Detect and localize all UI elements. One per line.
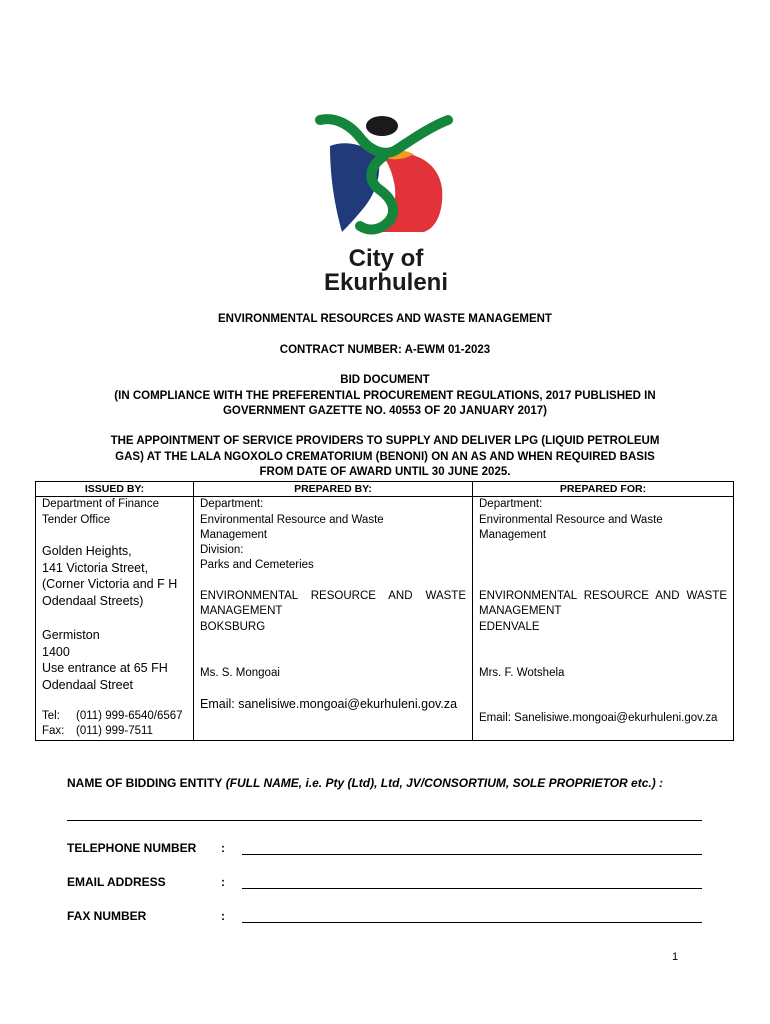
issued-by-heading: ISSUED BY: — [36, 482, 193, 497]
prepared-by-location: BOKSBURG — [200, 621, 266, 633]
prepared-by-division: Parks and Cemeteries — [200, 559, 314, 571]
email-label: EMAIL ADDRESS — [67, 875, 166, 889]
issued-fax: (011) 999-7511 — [76, 725, 153, 737]
bidding-entity-input-line[interactable] — [67, 820, 702, 821]
prepared-by-dept-2: Management — [200, 529, 268, 541]
prepared-for-contact: Mrs. F. Wotshela — [479, 667, 565, 679]
issued-address-1: Golden Heights, — [42, 544, 132, 558]
prepared-for-location: EDENVALE — [479, 621, 540, 633]
bidding-entity-hint: (FULL NAME, i.e. Pty (Ltd), Ltd, JV/CONSORTIUM, SOLE PROPRIETOR etc.) : — [225, 776, 664, 790]
contract-number: CONTRACT NUMBER: A-EWM 01-2023 — [279, 344, 491, 356]
issued-by-column — [36, 482, 193, 740]
prepared-for-email[interactable]: Email: Sanelisiwe.mongoai@ekurhuleni.gov.za — [479, 712, 718, 724]
bid-title: BID DOCUMENT — [340, 374, 430, 386]
compliance-line-2: GOVERNMENT GAZETTE NO. 40553 OF 20 JANUARY 2017) — [222, 405, 547, 417]
prepared-by-column — [193, 482, 472, 740]
issued-dept-2: Tender Office — [42, 514, 111, 526]
appointment-line-2: GAS) AT THE LALA NGOXOLO CREMATORIUM (BENONI) ON AN AS AND WHEN REQUIRED BASIS — [115, 451, 655, 463]
page-number: 1 — [672, 951, 679, 963]
telephone-colon: : — [221, 841, 225, 855]
email-input-line[interactable] — [242, 888, 702, 889]
appointment-line-3: FROM DATE OF AWARD UNTIL 30 JUNE 2025. — [259, 466, 511, 478]
issued-entrance-2: Odendaal Street — [42, 678, 134, 692]
compliance-line-1: (IN COMPLIANCE WITH THE PREFERENTIAL PROCUREMENT REGULATIONS, 2017 PUBLISHED IN — [114, 390, 656, 402]
logo-line1: City of — [348, 245, 424, 272]
prepared-for-column — [472, 482, 733, 740]
issued-address-4: Odendaal Streets) — [42, 594, 144, 608]
prepared-for-heading: PREPARED FOR: — [473, 482, 733, 497]
email-colon: : — [221, 875, 225, 889]
issued-entrance-1: Use entrance at 65 FH — [42, 661, 168, 675]
contact-table — [35, 481, 734, 741]
city-of-ekurhuleni-logo — [296, 90, 476, 295]
fax-input-line[interactable] — [242, 922, 702, 923]
prepared-by-dept-label: Department: — [200, 498, 264, 510]
prepared-for-dept-1: Environmental Resource and Waste — [479, 514, 663, 526]
prepared-by-unit-2: MANAGEMENT — [200, 605, 283, 617]
issued-fax-label: Fax: — [42, 725, 65, 737]
telephone-input-line[interactable] — [242, 854, 702, 855]
issued-tel-label: Tel: — [42, 710, 60, 722]
prepared-by-contact: Ms. S. Mongoai — [200, 667, 280, 679]
bidding-entity-label: NAME OF BIDDING ENTITY — [67, 776, 223, 790]
fax-label: FAX NUMBER — [67, 909, 147, 923]
issued-city: Germiston — [42, 628, 100, 642]
issued-address-3: (Corner Victoria and F H — [42, 577, 178, 591]
prepared-by-division-label: Division: — [200, 544, 244, 556]
prepared-for-unit-1: ENVIRONMENTAL RESOURCE AND WASTE — [479, 590, 727, 602]
telephone-label: TELEPHONE NUMBER — [67, 841, 197, 855]
department-heading: ENVIRONMENTAL RESOURCES AND WASTE MANAGEMENT — [218, 313, 552, 325]
issued-postal-code: 1400 — [42, 645, 70, 659]
fax-colon: : — [221, 909, 225, 923]
prepared-for-dept-2: Management — [479, 529, 547, 541]
appointment-line-1: THE APPOINTMENT OF SERVICE PROVIDERS TO SUPPLY AND DELIVER LPG (LIQUID PETROLEUM — [110, 435, 660, 447]
prepared-by-unit-1: ENVIRONMENTAL RESOURCE AND WASTE — [200, 590, 466, 602]
bidding-entity-label-row — [67, 776, 663, 790]
logo-line2: Ekurhuleni — [323, 269, 449, 295]
issued-dept-1: Department of Finance — [42, 498, 159, 510]
prepared-by-heading: PREPARED BY: — [194, 482, 472, 497]
prepared-for-dept-label: Department: — [479, 498, 543, 510]
prepared-for-unit-2: MANAGEMENT — [479, 605, 562, 617]
issued-tel: (011) 999-6540/6567 — [76, 710, 183, 722]
issued-address-2: 141 Victoria Street, — [42, 561, 149, 575]
prepared-by-dept-1: Environmental Resource and Waste — [200, 514, 384, 526]
prepared-by-email[interactable]: Email: sanelisiwe.mongoai@ekurhuleni.gov.za — [200, 697, 458, 711]
